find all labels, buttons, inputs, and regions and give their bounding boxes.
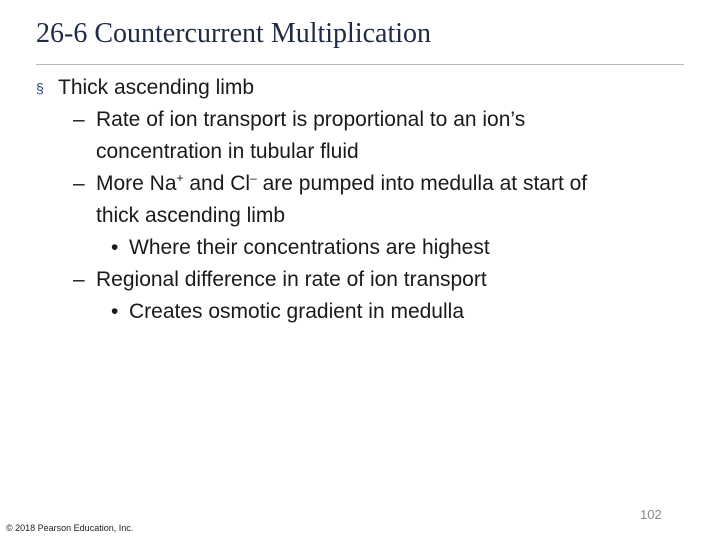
dash-bullet-icon: – [73,108,85,131]
superscript-minus: – [250,171,257,185]
dash-bullet-icon: – [73,172,85,195]
bullet-text: are pumped into medulla at start of [256,172,588,195]
bullet-level3 [36,232,686,264]
bullet-text: and Cl [183,172,251,195]
bullet-text: concentration in tubular fluid [96,140,359,163]
bullet-text: More Na [96,172,177,195]
bullet-text: Where their concentrations are highest [129,236,490,259]
superscript-plus: + [176,171,184,185]
copyright-notice: © 2018 Pearson Education, Inc. [6,523,134,533]
bullet-list [36,72,686,328]
dot-bullet-icon: • [111,236,119,259]
dash-bullet-icon: – [73,268,85,291]
bullet-text: Regional difference in rate of ion transport [96,268,487,291]
bullet-continuation [36,136,686,168]
bullet-level2 [36,264,686,296]
bullet-text: Rate of ion transport is proportional to an ion’s [96,108,526,131]
bullet-text: Thick ascending limb [58,76,255,99]
bullet-level1 [36,72,686,104]
bullet-level3 [36,296,686,328]
bullet-level2 [36,168,686,200]
dot-bullet-icon: • [111,300,119,323]
title-divider [36,64,684,65]
page-number: 102 [640,507,662,522]
bullet-text: thick ascending limb [96,204,286,227]
slide-title: 26-6 Countercurrent Multiplication [36,18,432,49]
square-bullet-icon: § [36,80,44,96]
bullet-text: Creates osmotic gradient in medulla [129,300,464,323]
bullet-level2 [36,104,686,136]
bullet-continuation [36,200,686,232]
